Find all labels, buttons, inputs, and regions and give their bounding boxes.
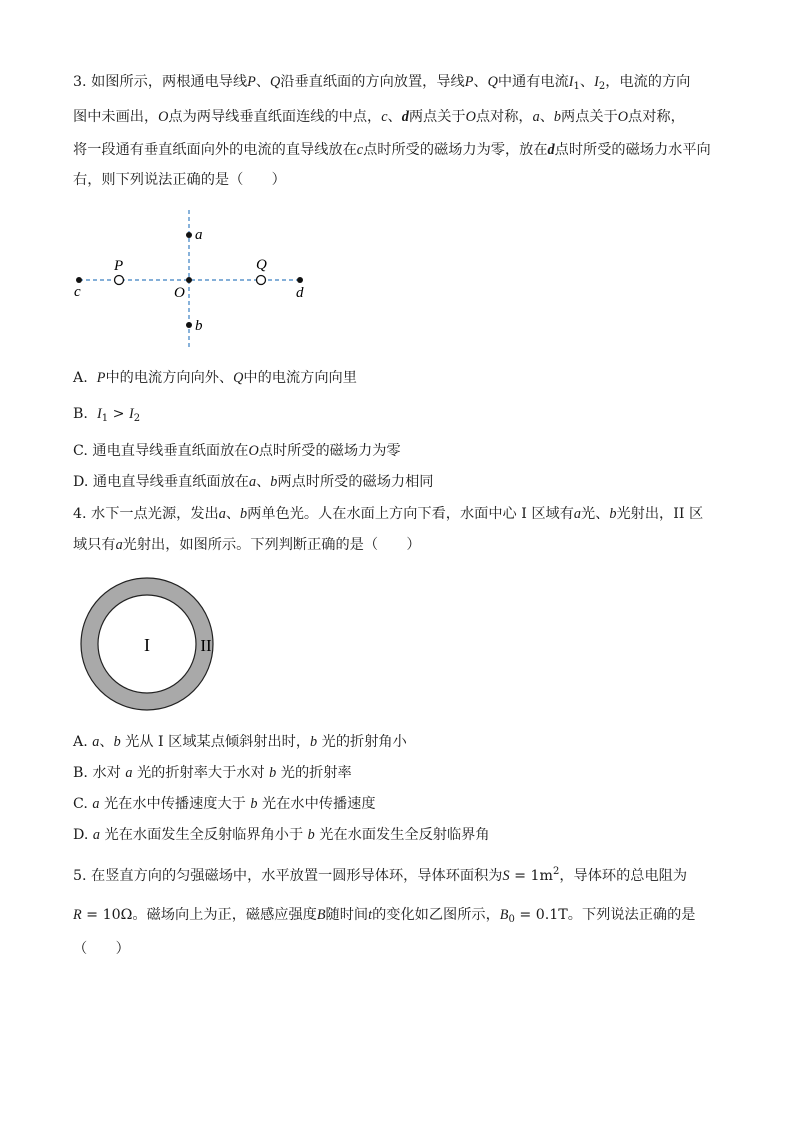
label-c: c [74, 284, 81, 300]
region-II-label: II [200, 635, 212, 655]
point-a [186, 232, 192, 238]
q4-option-d: D. a 光在水面发生全反射临界角小于 b 光在水面发生全反射临界角 [73, 827, 490, 843]
label-b: b [195, 318, 203, 334]
label-Q: Q [256, 257, 267, 273]
q4-option-c: C. a 光在水中传播速度大于 b 光在水中传播速度 [73, 796, 376, 812]
q3-option-a: A. P中的电流方向向外、Q中的电流方向向里 [73, 370, 357, 386]
q4-option-b: B. 水对 a 光的折射率大于水对 b 光的折射率 [73, 765, 352, 781]
label-d: d [296, 285, 304, 301]
region-I-label: I [144, 635, 150, 656]
q3-line-2: 图中未画出，O点为两导线垂直纸面连线的中点，c、d两点关于O点对称，a、b两点关于O点对称， [73, 109, 685, 125]
point-b [186, 322, 192, 328]
q3-line-1: 3. 如图所示，两根通电导线P、Q沿垂直纸面的方向放置，导线P、Q中通有电流$I_1$、$I_2$，电流的方向 [73, 74, 691, 92]
point-d [297, 277, 303, 283]
q3-option-b: B. $I_1 > I_2$ [73, 406, 141, 424]
point-c [76, 277, 82, 283]
label-P: P [114, 258, 124, 274]
q4-option-a: A. a、b 光从 I 区域某点倾斜射出时，b 光的折射角小 [73, 734, 407, 750]
q3-option-d: D. 通电直导线垂直纸面放在a、b两点时所受的磁场力相同 [73, 474, 434, 490]
q4-line-1: 4. 水下一点光源，发出a、b两单色光。人在水面上方向下看，水面中心 I 区域有a光、b光射出，II 区 [73, 506, 704, 522]
q3-line-3: 将一段通有垂直纸面向外的电流的直导线放在c点时所受的磁场力为零，放在d点时所受的磁场力水平向 [73, 142, 711, 158]
q3-line-4: 右，则下列说法正确的是（ ） [73, 172, 286, 188]
wire-P [115, 276, 124, 285]
q4-line-2: 域只有a光射出，如图所示。下列判断正确的是（ ） [73, 537, 421, 553]
q3-figure [60, 205, 320, 355]
q5-line-3: （ ） [73, 941, 130, 957]
point-O [186, 277, 192, 283]
q5-line-2: R = 10Ω。磁场向上为正，磁感应强度B随时间t的变化如乙图所示，$B_0 = 0.1T$。下列说法正确的是 [73, 907, 696, 925]
q3-number: 3. [73, 74, 87, 90]
label-O: O [174, 285, 185, 301]
q3-option-c: C. 通电直导线垂直纸面放在O点时所受的磁场力为零 [73, 443, 401, 459]
q5-line-1: 5. 在竖直方向的匀强磁场中，水平放置一圆形导体环，导体环面积为$S = 1m^2$，导体环的总电阻为 [73, 866, 688, 884]
wire-Q [257, 276, 266, 285]
label-a: a [195, 227, 203, 243]
q4-figure [75, 574, 225, 719]
